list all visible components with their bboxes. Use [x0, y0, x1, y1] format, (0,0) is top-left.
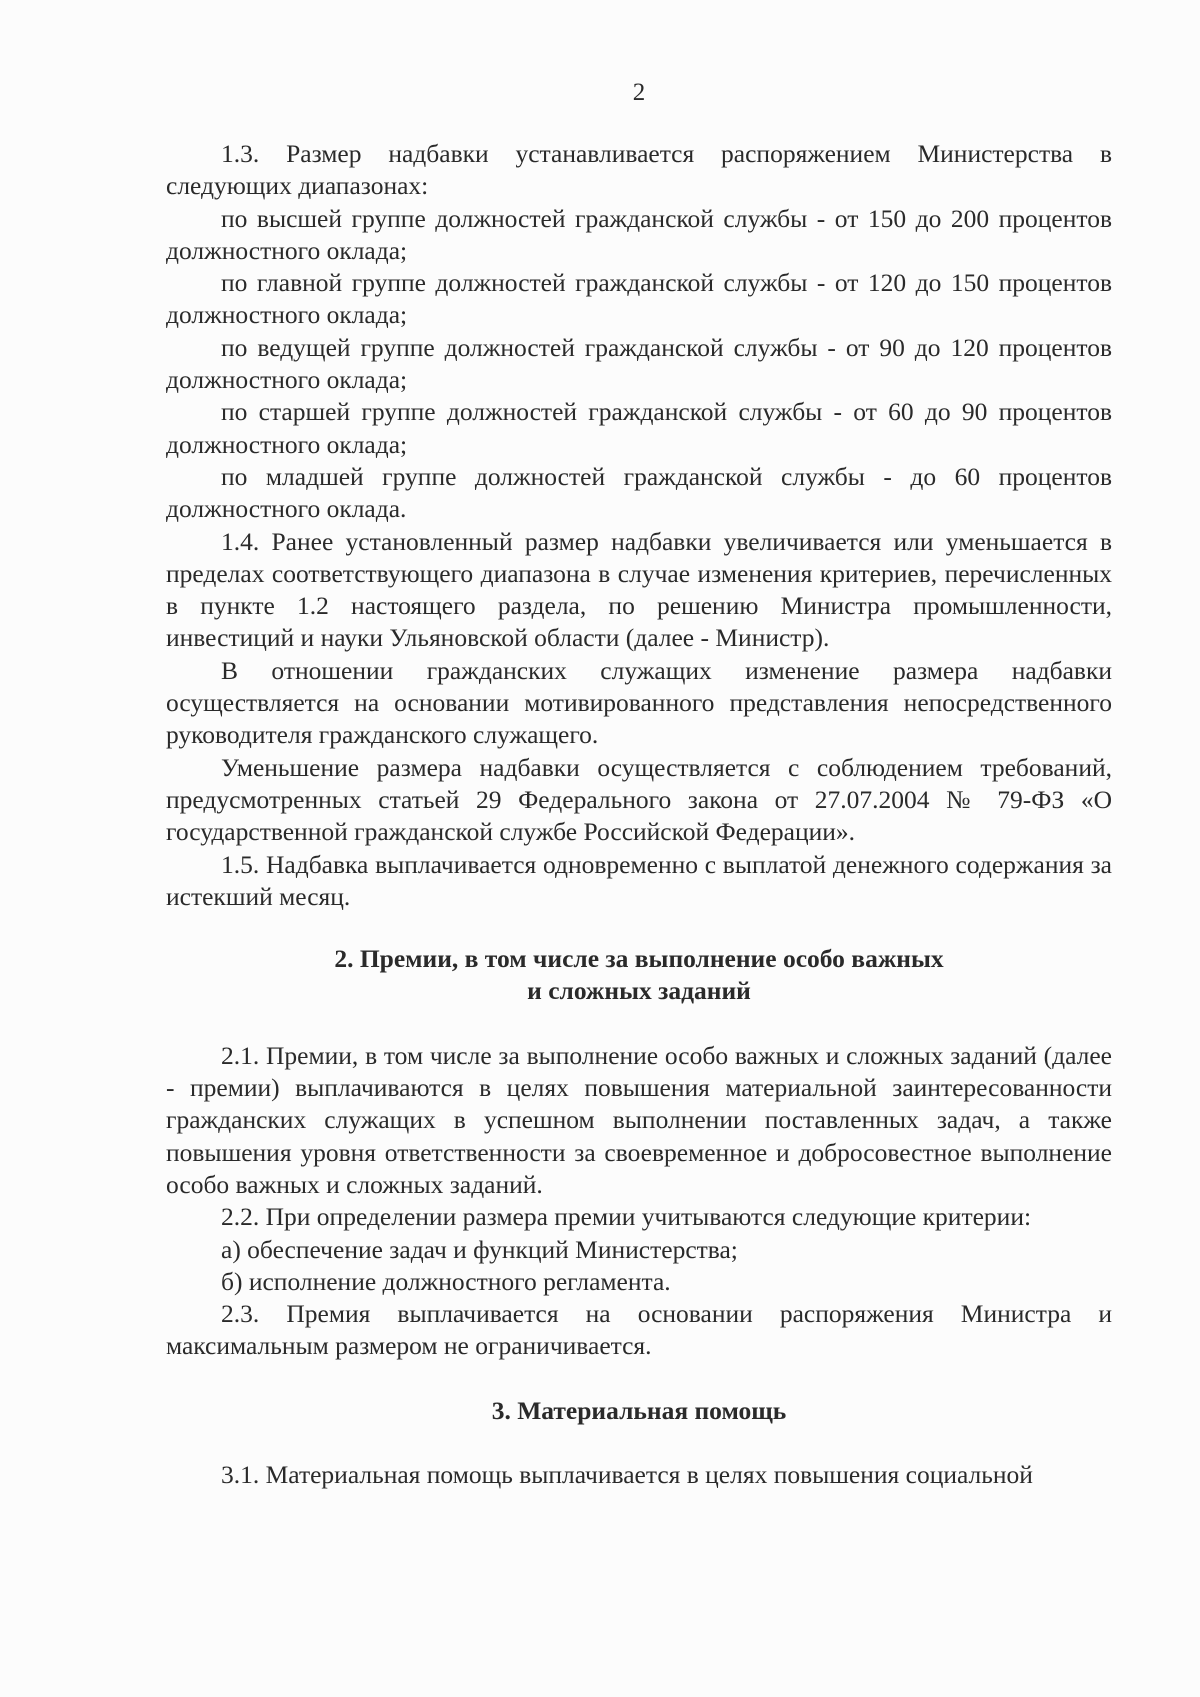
document-body: [166, 138, 1112, 1491]
paragraph-2-3: 2.3. Премия выплачивается на основании распоряжения Министра и максимальным размером не ограничивается.: [166, 1299, 1112, 1361]
paragraph-2-1: 2.1. Премии, в том числе за выполнение особо важных и сложных заданий (далее - премии) выплачиваются в целях повышения материальной заинтересованности гражданских служащих в успешном выполнении поставленных задач, а также повышения уровня ответственности за своевременное и добросовестное выполнение особо важных и сложных заданий.: [166, 1040, 1112, 1199]
paragraph-1-4-representation: В отношении гражданских служащих изменение размера надбавки осуществляется на основании мотивированного представления непосредственного руководителя гражданского служащего.: [166, 655, 1112, 750]
paragraph-3-1: 3.1. Материальная помощь выплачивается в целях повышения социальной: [221, 1459, 1033, 1489]
range-leading-group: по ведущей группе должностей гражданской службы - от 90 до 120 процентов должностного оклада;: [166, 332, 1112, 395]
section-2-heading-line-1: 2. Премии, в том числе за выполнение особо важных: [334, 944, 944, 974]
page-number: 2: [632, 79, 646, 106]
paragraph-2-2: 2.2. При определении размера премии учитываются следующие критерии:: [221, 1202, 1032, 1232]
paragraph-1-3: 1.3. Размер надбавки устанавливается распоряжением Министерства в следующих диапазонах:: [166, 139, 1112, 201]
range-highest-group: по высшей группе должностей гражданской службы - от 150 до 200 процентов должностного оклада;: [166, 203, 1112, 265]
criterion-a: а) обеспечение задач и функций Министерства;: [221, 1234, 738, 1264]
range-main-group: по главной группе должностей гражданской службы - от 120 до 150 процентов должностного оклада;: [166, 268, 1112, 330]
paragraph-1-4-reduction: Уменьшение размера надбавки осуществляется с соблюдением требований, предусмотренных статьей 29 Федерального закона от 27.07.2004 № 79-ФЗ «О государственной гражданской службе Российской Федерации».: [166, 752, 1112, 847]
section-2-heading-line-2: и сложных заданий: [527, 976, 751, 1006]
paragraph-1-4: 1.4. Ранее установленный размер надбавки увеличивается или уменьшается в пределах соответствующего диапазона в случае изменения критериев, перечисленных в пункте 1.2 настоящего раздела, по решению Министра промышленности, инвестиций и науки Ульяновской области (далее - Министр).: [166, 526, 1112, 653]
paragraph-1-5: 1.5. Надбавка выплачивается одновременно с выплатой денежного содержания за истекший месяц.: [166, 849, 1112, 911]
range-junior-group: по младшей группе должностей гражданской службы - до 60 процентов должностного оклада.: [166, 461, 1112, 524]
section-3-heading: 3. Материальная помощь: [491, 1395, 787, 1425]
range-senior-group: по старшей группе должностей гражданской службы - от 60 до 90 процентов должностного оклада;: [166, 397, 1112, 459]
criterion-b: б) исполнение должностного регламента.: [221, 1266, 671, 1296]
